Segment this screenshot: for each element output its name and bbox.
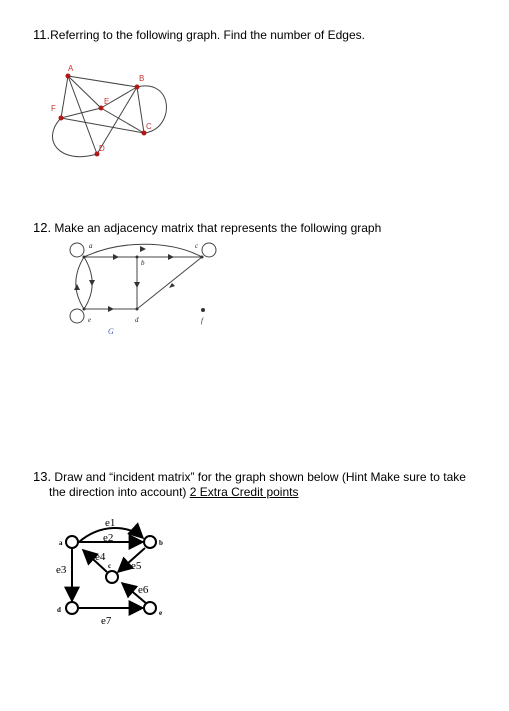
vertex-a (66, 536, 78, 548)
edge-label: e6 (138, 584, 149, 596)
vertex-f (59, 116, 64, 121)
vertex-dot (201, 256, 204, 259)
question-text: Draw and “incident matrix” for the graph shown below (Hint Make sure to take (51, 470, 466, 484)
edge-label: e4 (95, 551, 106, 563)
vertex-a (66, 74, 71, 79)
edge-label: e3 (56, 564, 67, 576)
vertex-label: a (89, 242, 93, 250)
question-number: 11. (33, 27, 51, 42)
vertex-dot (83, 256, 86, 259)
vertex-e (99, 106, 104, 111)
edge-label: e1 (105, 517, 116, 529)
vertex-label: C (146, 122, 152, 131)
question-12 (33, 220, 381, 236)
vertex-label: f (201, 317, 203, 325)
vertex-b (144, 536, 156, 548)
vertex-label: c (195, 242, 199, 250)
vertex-d (66, 602, 78, 614)
vertex-dot (136, 256, 139, 259)
question-13 (33, 469, 493, 500)
vertex-dot (83, 308, 86, 311)
question-text-continued: the direction into account) (49, 485, 190, 499)
vertex-label: A (68, 64, 74, 73)
vertex-b (135, 85, 140, 90)
vertex-label: b (159, 539, 163, 547)
vertex-label: e (88, 316, 92, 324)
question-number: 12. (33, 220, 52, 235)
vertex-e (144, 602, 156, 614)
question-11 (33, 27, 365, 43)
vertex-d (95, 152, 100, 157)
edge-label: e5 (131, 560, 142, 572)
vertex-label: D (99, 144, 105, 153)
vertex-label: b (141, 259, 145, 267)
vertex-label: e (159, 609, 163, 617)
extra-credit-note: 2 Extra Credit points (189, 485, 299, 499)
vertex-dot (136, 308, 139, 311)
vertex-label: d (135, 316, 139, 324)
vertex-label: a (59, 539, 63, 547)
vertex-label: d (57, 606, 61, 614)
edge-label: e7 (101, 615, 112, 627)
vertex-c (106, 571, 118, 583)
question-number: 13. (33, 469, 52, 484)
question-text: Referring to the following graph. Find the number of Edges. (50, 28, 365, 42)
question-text: Make an adjacency matrix that represents the following graph (51, 221, 382, 235)
vertex-label: B (139, 74, 145, 83)
vertex-label: E (104, 97, 110, 106)
graph-name: G (108, 327, 114, 336)
edge-label: e2 (103, 532, 114, 544)
vertex-c (142, 131, 147, 136)
vertex-dot (201, 308, 205, 312)
vertex-label: c (108, 562, 112, 570)
vertex-label: F (51, 104, 56, 113)
